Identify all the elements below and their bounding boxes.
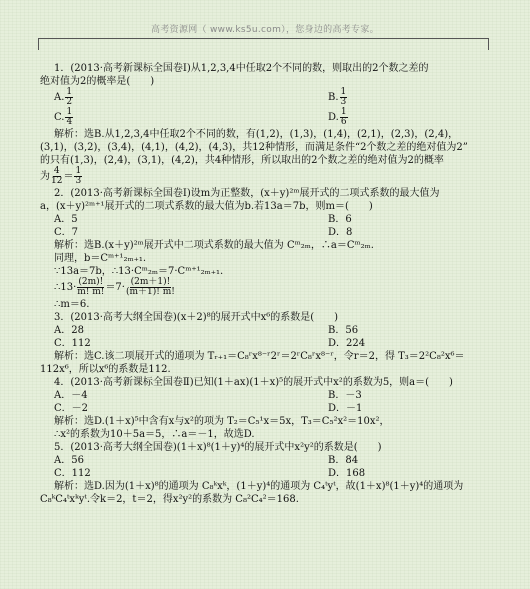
q5-option-a: A．56 [54, 455, 84, 466]
q1-solution-line1: 解析：选B.从1,2,3,4中任取2个不同的数，有(1,2)，(1,3)，(1,4)，(2,1)，(2,3)，(2,4)， [54, 129, 459, 140]
q1-option-a [40, 88, 218, 108]
q2-option-a: A．5 [54, 214, 78, 225]
q1-stem-line1: 1．(2013·高考新课标全国卷Ⅰ)从1,2,3,4中任取2个不同的数，则取出的2个数之差的 [54, 63, 429, 74]
q1-solution-line3: 的只有(1,3)，(2,4)，(3,1)，(4,2)，共4种情形，所以取出的2个数之差的绝对值为2的概率 [40, 155, 444, 166]
q1-option-d-label: D. [328, 112, 339, 123]
document-content [40, 62, 492, 506]
q3-stem: 3．(2013·高考大纲全国卷)(x＋2)⁸的展开式中x⁶的系数是( ) [54, 312, 339, 323]
q2-solution-fraction2: $\frac{(2m+1)!}{(m+1)! m!}$ [125, 277, 175, 297]
q2-solution-line4: ∴13· $\frac{(2m)!}{m! m!}$ ＝7· $\frac{(2m+1)!}{(m+1)! m!}$ [54, 277, 175, 297]
q5-options-row1 [40, 454, 492, 467]
q1-solution-fraction1: $\frac{4}{12}$ [51, 166, 63, 186]
q1-option-b-label: B. [328, 92, 339, 103]
q3-options-row2 [40, 337, 492, 350]
q2-option-c: C．7 [54, 227, 79, 238]
q2-option-d: D．8 [328, 227, 353, 238]
q5-option-b: B．84 [328, 455, 359, 466]
q1-solution-fraction2: $\frac{1}{3}$ [75, 166, 82, 186]
q2-solution-fraction1: $\frac{(2m)!}{m! m!}$ [77, 277, 105, 297]
q1-option-d-fraction: $\frac{1}{6}$ [340, 107, 347, 127]
q3-option-a: A．28 [54, 325, 84, 336]
header-rule-left-tick [38, 38, 39, 50]
q3-option-d: D．224 [328, 338, 366, 349]
page-header: 高考资源网（ www.ks5u.com），您身边的高考专家。 [151, 25, 379, 35]
q1-options-row2 [40, 108, 492, 128]
q5-stem: 5．(2013·高考大纲全国卷)(1＋x)⁸(1＋y)⁴的展开式中x²y²的系数是( ) [54, 442, 382, 453]
q1-option-d [218, 108, 492, 128]
q1-option-c-fraction: $\frac{1}{4}$ [66, 107, 73, 127]
q4-options-row1 [40, 389, 492, 402]
q2-solution-line1: 解析：选B.(x＋y)²ᵐ展开式中二项式系数的最大值为 Cᵐ₂ₘ，∴a＝Cᵐ₂ₘ. [54, 240, 374, 251]
header-rule [38, 38, 488, 39]
q5-option-c: C．112 [54, 468, 91, 479]
q1-solution-line2: (3,1)，(3,2)，(3,4)，(4,1)，(4,2)，(4,3)，共12种情形，而满足条件“2个数之差的绝对值为2” [40, 142, 468, 153]
q2-solution-line2: 同理，b＝Cᵐ⁺¹₂ₘ₊₁. [54, 253, 147, 264]
q4-stem: 4．(2013·高考新课标全国卷Ⅱ)已知(1＋ax)(1＋x)⁵的展开式中x²的系数为5，则a＝( ) [54, 377, 453, 388]
q4-solution-line2: ∴x²的系数为10＋5a＝5，∴a＝－1，故选D. [54, 429, 255, 440]
q2-options-row2 [40, 226, 492, 239]
q2-stem-line2: a，(x＋y)²ᵐ⁺¹展开式的二项式系数的最大值为b.若13a＝7b，则m＝( ) [40, 201, 373, 212]
q2-solution-line5: ∴m＝6. [54, 299, 90, 310]
q5-solution-line1: 解析：选D.因为(1＋x)⁸的通项为 C₈ᵏxᵏ，(1＋y)⁴的通项为 C₄ᵗyᵗ，故(1＋x)⁸(1＋y)⁴的通项为 [54, 481, 464, 492]
q1-solution-line4: 为 $\frac{4}{12}$ ＝ $\frac{1}{3}$ [40, 166, 82, 186]
q2-options-row1 [40, 213, 492, 226]
q3-options-row1 [40, 324, 492, 337]
q5-options-row2 [40, 467, 492, 480]
q5-solution-line2: C₈ᵏC₄ᵗxᵏyᵗ.令k＝2，t＝2，得x²y²的系数为 C₈²C₄²＝168. [40, 494, 299, 505]
q4-option-b: B．－3 [328, 390, 362, 401]
q2-option-b: B．6 [328, 214, 352, 225]
q1-option-b [218, 88, 492, 108]
q3-option-c: C．112 [54, 338, 91, 349]
q1-option-a-fraction: $\frac{1}{2}$ [66, 87, 73, 107]
q4-solution-line1: 解析：选D.(1＋x)⁵中含有x与x²的项为 T₂＝C₅¹x＝5x，T₃＝C₅²x²＝10x²， [54, 416, 390, 427]
q3-solution-line1: 解析：选C.该二项展开式的通项为 Tᵣ₊₁＝C₈ʳx⁸⁻ʳ2ʳ＝2ʳC₈ʳx⁸⁻ʳ，令r＝2，得 T₃＝2²C₈²x⁶＝ [54, 351, 465, 362]
q4-option-d: D．－1 [328, 403, 363, 414]
header-rule-right-tick [488, 38, 489, 50]
q5-option-d: D．168 [328, 468, 366, 479]
q4-option-a: A．－4 [54, 390, 88, 401]
q1-option-c [40, 108, 218, 128]
q1-option-a-label: A. [54, 92, 65, 103]
q1-options-row1 [40, 88, 492, 108]
q4-options-row2 [40, 402, 492, 415]
q2-stem-line1: 2．(2013·高考新课标全国卷Ⅰ)设m为正整数，(x＋y)²ᵐ展开式的二项式系数的最大值为 [54, 188, 440, 199]
q2-solution-line3: ∵13a＝7b，∴13·Cᵐ₂ₘ＝7·Cᵐ⁺¹₂ₘ₊₁. [54, 266, 224, 277]
q1-option-b-fraction: $\frac{1}{3}$ [340, 87, 347, 107]
q3-solution-line2: 112x⁶，所以x⁶的系数是112. [40, 364, 171, 375]
q1-stem-line2: 绝对值为2的概率是( ) [40, 76, 155, 87]
q4-option-c: C．－2 [54, 403, 89, 414]
q3-option-b: B．56 [328, 325, 359, 336]
q1-option-c-label: C. [54, 112, 65, 123]
